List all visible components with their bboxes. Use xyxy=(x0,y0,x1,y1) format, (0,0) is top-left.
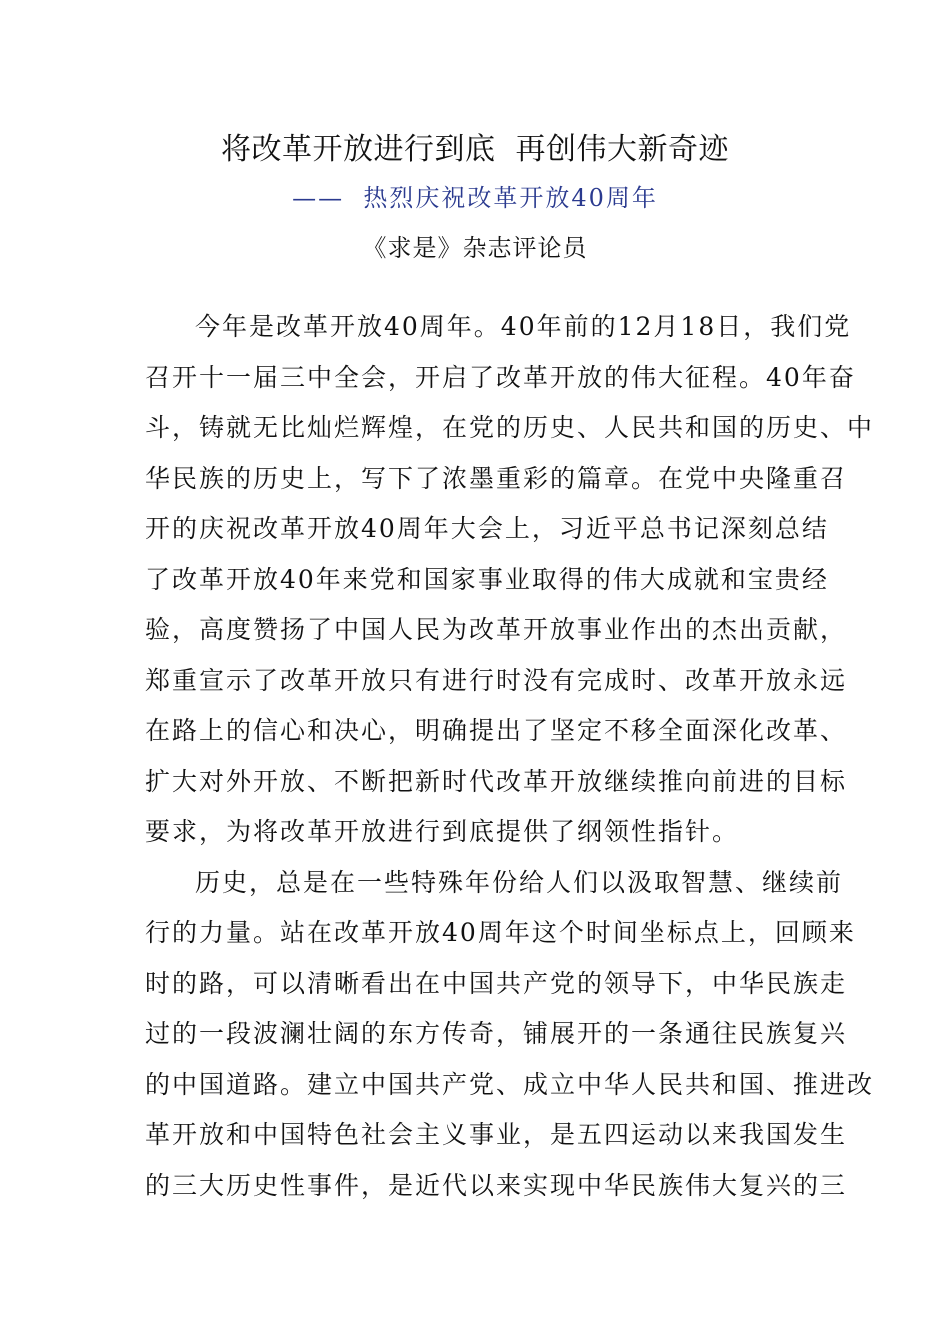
text-line: 华民族的历史上，写下了浓墨重彩的篇章。在党中央隆重召 xyxy=(145,463,848,493)
text-line: 了改革开放40年来党和国家事业取得的伟大成就和宝贵经 xyxy=(145,564,829,594)
text-line: 今年是改革开放40周年。40年前的12月18日，我们党 xyxy=(195,312,852,341)
text-line: 在路上的信心和决心，明确提出了坚定不移全面深化改革、 xyxy=(145,716,848,745)
text-line: 行的力量。站在改革开放40周年这个时间坐标点上，回顾来 xyxy=(145,918,856,947)
text-line: 验，高度赞扬了中国人民为改革开放事业作出的杰出贡献， xyxy=(145,615,848,644)
text-line: 要求，为将改革开放进行到底提供了纲领性指针。 xyxy=(145,817,740,846)
text-line: 斗，铸就无比灿烂辉煌，在党的历史、人民共和国的历史、中 xyxy=(145,413,875,442)
text-line: 召开十一届三中全会，开启了改革开放的伟大征程。40年奋 xyxy=(145,362,856,392)
text-line: 扩大对外开放、不断把新时代改革开放继续推向前进的目标 xyxy=(145,766,848,796)
paragraph-1 xyxy=(145,302,875,858)
document-title: 将改革开放进行到底 再创伟大新奇迹 xyxy=(220,132,730,167)
text-line: 的三大历史性事件，是近代以来实现中华民族伟大复兴的三 xyxy=(145,1170,848,1200)
text-line: 革开放和中国特色社会主义事业，是五四运动以来我国发生 xyxy=(145,1120,848,1149)
paragraph-2 xyxy=(145,858,875,1212)
text-line: 开的庆祝改革开放40周年大会上，习近平总书记深刻总结 xyxy=(145,514,829,543)
text-line: 的中国道路。建立中国共产党、成立中华人民共和国、推进改 xyxy=(145,1069,875,1099)
document-body xyxy=(145,302,875,1211)
text-line: 时的路，可以清晰看出在中国共产党的领导下，中华民族走 xyxy=(145,968,848,998)
document-author: 《求是》杂志评论员 xyxy=(362,234,588,262)
text-line: 历史，总是在一些特殊年份给人们以汲取智慧、继续前 xyxy=(195,867,844,897)
text-line: 过的一段波澜壮阔的东方传奇，铺展开的一条通往民族复兴 xyxy=(145,1019,848,1048)
document-subtitle: —— 热烈庆祝改革开放40周年 xyxy=(292,184,658,212)
text-line: 郑重宣示了改革开放只有进行时没有完成时、改革开放永远 xyxy=(145,665,848,695)
